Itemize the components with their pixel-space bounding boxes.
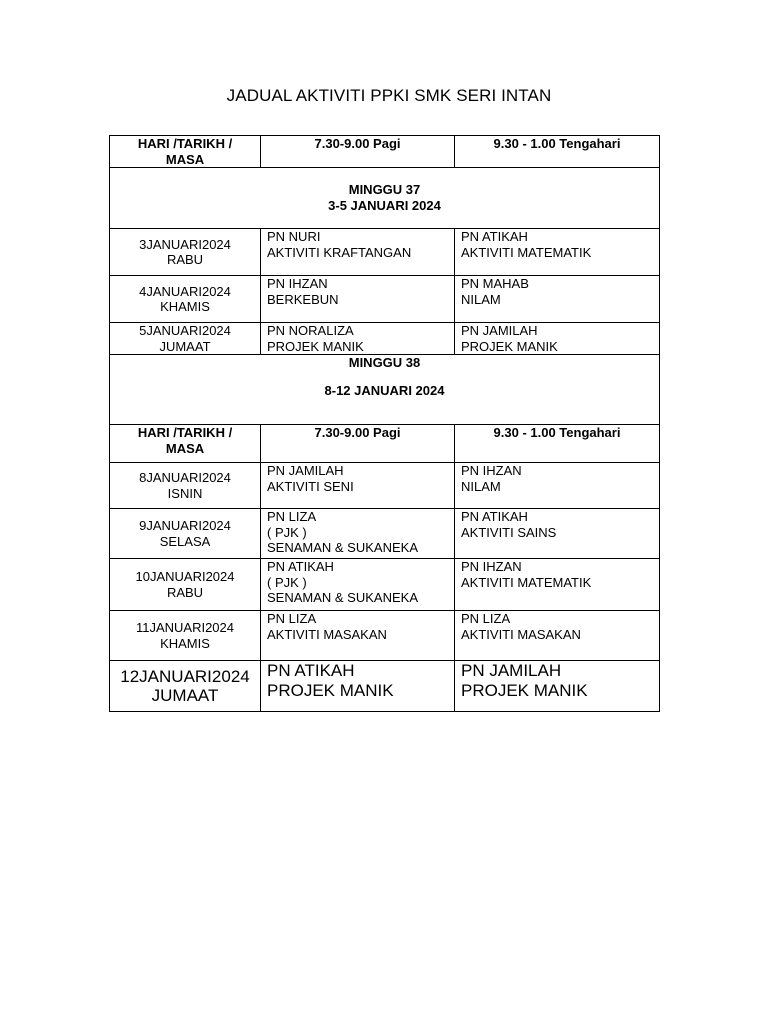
header-afternoon-cell: 9.30 - 1.00 Tengahari bbox=[455, 425, 660, 463]
activity-name: PROJEK MANIK bbox=[461, 338, 558, 354]
week-cell-37 bbox=[110, 168, 660, 229]
day-text: SELASA bbox=[159, 533, 211, 549]
activity-name: PROJEK MANIK bbox=[461, 680, 588, 700]
date-cell bbox=[110, 509, 261, 559]
teacher-name: PN JAMILAH bbox=[267, 463, 344, 478]
date-text: 3JANUARI2024 bbox=[139, 236, 231, 252]
day-text: KHAMIS bbox=[160, 635, 210, 651]
table-header-row bbox=[110, 136, 660, 168]
date-text: 10JANUARI2024 bbox=[135, 569, 235, 584]
teacher-name: PN IHZAN bbox=[461, 559, 522, 574]
activity-name: AKTIVITI MASAKAN bbox=[461, 626, 581, 642]
header-date-line-2: MASA bbox=[165, 440, 205, 456]
afternoon-cell bbox=[455, 559, 660, 611]
activity-name: AKTIVITI MATEMATIK bbox=[461, 574, 592, 590]
week-cell-38 bbox=[110, 355, 660, 425]
activity-note: ( PJK ) bbox=[267, 524, 307, 540]
day-text: RABU bbox=[166, 252, 204, 267]
header-date-line-2: MASA bbox=[165, 151, 205, 167]
teacher-name: PN MAHAB bbox=[461, 276, 529, 291]
week-label: MINGGU 38 bbox=[348, 355, 421, 370]
teacher-name: PN LIZA bbox=[461, 611, 511, 626]
table-row bbox=[110, 276, 660, 323]
day-text: RABU bbox=[166, 584, 204, 600]
header-date-cell bbox=[110, 136, 261, 168]
header-morning-cell: 7.30-9.00 Pagi bbox=[261, 136, 455, 168]
teacher-name: PN NORALIZA bbox=[267, 323, 354, 338]
teacher-name: PN JAMILAH bbox=[461, 661, 562, 680]
table-row bbox=[110, 229, 660, 276]
afternoon-cell bbox=[455, 276, 660, 323]
header-date-line-1: HARI /TARIKH / bbox=[137, 425, 233, 440]
afternoon-cell bbox=[455, 323, 660, 355]
teacher-name: PN ATIKAH bbox=[267, 661, 355, 680]
header-afternoon-cell: 9.30 - 1.00 Tengahari bbox=[455, 136, 660, 168]
date-cell bbox=[110, 661, 261, 712]
teacher-name: PN NURI bbox=[267, 229, 321, 244]
table-row bbox=[110, 611, 660, 661]
date-cell bbox=[110, 276, 261, 323]
date-text: 4JANUARI2024 bbox=[139, 283, 231, 299]
teacher-name: PN LIZA bbox=[267, 509, 317, 524]
day-text: JUMAAT bbox=[159, 338, 211, 354]
date-text: 11JANUARI2024 bbox=[135, 620, 235, 635]
week-row-37 bbox=[110, 168, 660, 229]
date-cell bbox=[110, 559, 261, 611]
day-text: ISNIN bbox=[167, 485, 203, 501]
activity-name: PROJEK MANIK bbox=[267, 338, 364, 354]
afternoon-cell bbox=[455, 463, 660, 509]
table-header-row bbox=[110, 425, 660, 463]
morning-cell bbox=[261, 276, 455, 323]
activity-name: AKTIVITI MATEMATIK bbox=[461, 244, 592, 260]
table-row bbox=[110, 661, 660, 712]
date-cell bbox=[110, 463, 261, 509]
afternoon-cell bbox=[455, 509, 660, 559]
teacher-name: PN ATIKAH bbox=[461, 229, 528, 244]
activity-name: NILAM bbox=[461, 291, 501, 307]
header-morning-cell: 7.30-9.00 Pagi bbox=[261, 425, 455, 463]
date-text: 12JANUARI2024 bbox=[120, 666, 250, 686]
morning-cell bbox=[261, 611, 455, 661]
date-text: 8JANUARI2024 bbox=[139, 470, 231, 485]
day-text: KHAMIS bbox=[160, 299, 210, 314]
date-cell bbox=[110, 323, 261, 355]
teacher-name: PN LIZA bbox=[267, 611, 317, 626]
morning-cell bbox=[261, 323, 455, 355]
date-cell bbox=[110, 611, 261, 661]
week-range: 3-5 JANUARI 2024 bbox=[328, 197, 441, 213]
week-label: MINGGU 37 bbox=[348, 182, 421, 197]
date-text: 5JANUARI2024 bbox=[139, 323, 231, 338]
teacher-name: PN IHZAN bbox=[267, 276, 328, 291]
table-row bbox=[110, 559, 660, 611]
teacher-name: PN JAMILAH bbox=[461, 323, 538, 338]
morning-cell bbox=[261, 661, 455, 712]
morning-cell bbox=[261, 509, 455, 559]
date-text: 9JANUARI2024 bbox=[139, 518, 231, 533]
activity-name: PROJEK MANIK bbox=[267, 680, 394, 700]
activity-name: BERKEBUN bbox=[267, 291, 339, 307]
date-cell bbox=[110, 229, 261, 276]
teacher-name: PN ATIKAH bbox=[267, 559, 334, 574]
teacher-name: PN ATIKAH bbox=[461, 509, 528, 524]
morning-cell bbox=[261, 229, 455, 276]
morning-cell bbox=[261, 463, 455, 509]
activity-name: AKTIVITI MASAKAN bbox=[267, 626, 387, 642]
activity-name: AKTIVITI SENI bbox=[267, 478, 354, 494]
table-row bbox=[110, 323, 660, 355]
activity-name: AKTIVITI KRAFTANGAN bbox=[267, 244, 412, 260]
week-row-38 bbox=[110, 355, 660, 425]
table-row bbox=[110, 463, 660, 509]
activity-name: NILAM bbox=[461, 478, 501, 494]
afternoon-cell bbox=[455, 611, 660, 661]
afternoon-cell bbox=[455, 229, 660, 276]
morning-cell bbox=[261, 559, 455, 611]
teacher-name: PN IHZAN bbox=[461, 463, 522, 478]
activity-note: ( PJK ) bbox=[267, 574, 307, 590]
day-text: JUMAAT bbox=[151, 686, 219, 705]
header-date-line-1: HARI /TARIKH / bbox=[137, 136, 233, 151]
schedule-table bbox=[109, 135, 660, 712]
header-date-cell bbox=[110, 425, 261, 463]
afternoon-cell bbox=[455, 661, 660, 712]
activity-name: SENAMAN & SUKANEKA bbox=[267, 540, 418, 555]
activity-name: AKTIVITI SAINS bbox=[461, 524, 557, 540]
table-row bbox=[110, 509, 660, 559]
week-range: 8-12 JANUARI 2024 bbox=[324, 382, 445, 398]
page-title: JADUAL AKTIVITI PPKI SMK SERI INTAN bbox=[226, 86, 552, 105]
activity-name: SENAMAN & SUKANEKA bbox=[267, 590, 418, 605]
